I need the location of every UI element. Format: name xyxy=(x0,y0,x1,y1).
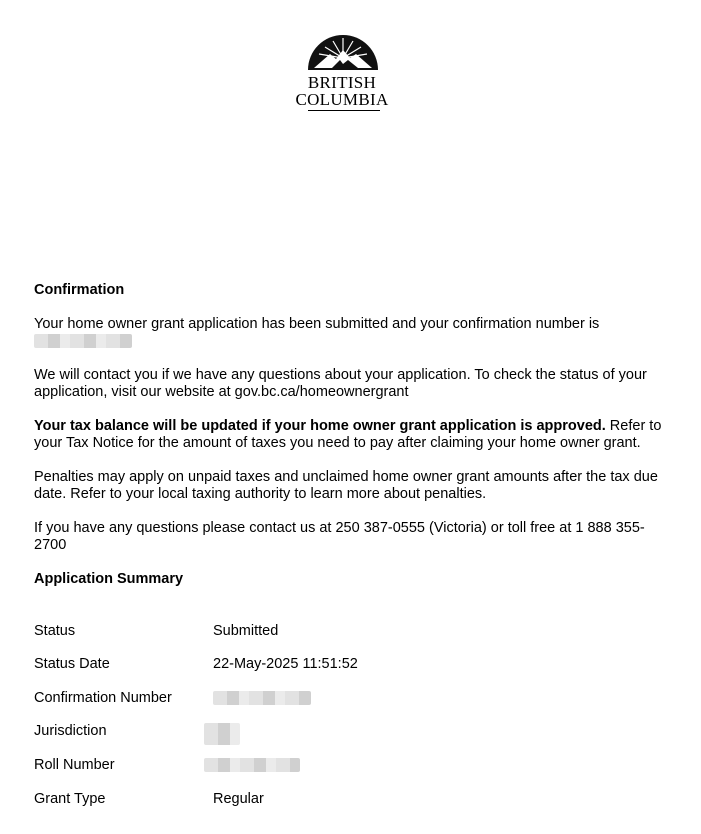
tax-balance-text xyxy=(34,418,674,452)
status-label: Status xyxy=(34,623,76,639)
tax-balance-bold: Your tax balance will be updated if your home owner grant application is approved. xyxy=(34,418,606,434)
status-date-value: 22-May-2025 11:51:52 xyxy=(213,656,358,672)
logo-text-columbia: COLUMBIA xyxy=(295,90,389,109)
redacted-jurisdiction-value xyxy=(204,723,240,745)
confirmation-number-value xyxy=(213,690,311,707)
roll-number-value xyxy=(204,757,300,774)
confirmation-heading: Confirmation xyxy=(34,282,125,298)
confirmation-text xyxy=(34,316,674,350)
logo-text-british: BRITISH xyxy=(307,73,377,92)
roll-number-label: Roll Number xyxy=(34,757,115,773)
grant-type-value: Regular xyxy=(213,791,264,807)
logo-underline xyxy=(308,110,380,111)
redacted-confirmation-number xyxy=(34,334,132,348)
redacted-confirmation-number-value xyxy=(213,691,311,705)
application-summary-heading: Application Summary xyxy=(34,571,184,587)
jurisdiction-label: Jurisdiction xyxy=(34,723,107,739)
contact-status-text: We will contact you if we have any questions about your application. To check the status of your application, visit our website at gov.bc.ca/homeownergrant xyxy=(34,367,647,400)
bc-logo xyxy=(290,20,400,112)
penalties-text: Penalties may apply on unpaid taxes and unclaimed home owner grant amounts after the tax due date. Refer to your local taxing authority to learn more about penalties. xyxy=(34,469,658,502)
status-value: Submitted xyxy=(213,623,279,639)
redacted-roll-number-value xyxy=(204,758,300,772)
tax-balance-rest: Refer to your Tax Notice for the amount of taxes you need to pay after claiming your home owner grant. xyxy=(34,418,662,451)
contact-phone-text: If you have any questions please contact us at 250 387-0555 (Victoria) or toll free at 1 888 355-2700 xyxy=(34,520,645,553)
grant-type-label: Grant Type xyxy=(34,791,106,807)
jurisdiction-value xyxy=(204,723,240,745)
confirmation-number-label: Confirmation Number xyxy=(34,690,172,706)
confirmation-sentence: Your home owner grant application has been submitted and your confirmation number is xyxy=(34,316,600,332)
sun-mountain-icon xyxy=(304,20,382,74)
status-date-label: Status Date xyxy=(34,656,110,672)
confirmation-section xyxy=(34,282,674,588)
